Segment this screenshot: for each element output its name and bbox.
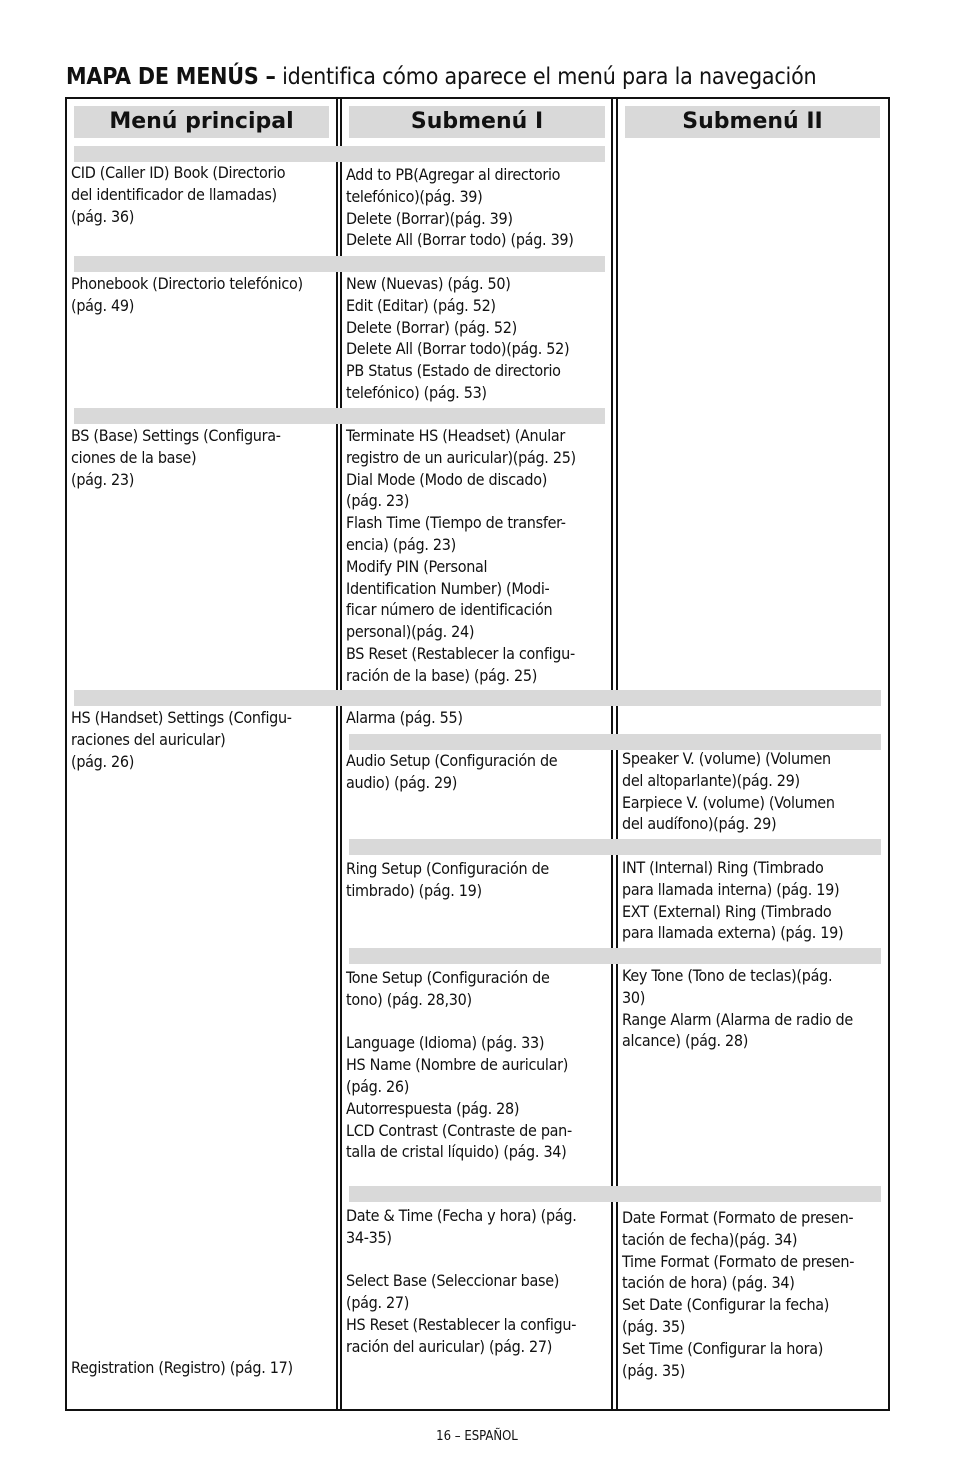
submenu1-cid: Add to PB(Agregar al directorio telefónico)(pág. 39) Delete (Borrar)(pág. 39) Delete All (Borrar todo) (pág. 39) — [346, 165, 574, 250]
column-divider — [340, 97, 342, 1411]
title-rest: identifica cómo aparece el menú para la navegación — [275, 64, 817, 90]
submenu1-audio-setup: Audio Setup (Configuración de audio) (pág. 29) — [346, 751, 558, 792]
main-item-registration: Registration (Registro) (pág. 17) — [71, 1358, 293, 1377]
title-bold: MAPA DE MENÚS – — [66, 64, 276, 90]
header-main-menu: Menú principal — [74, 106, 329, 138]
submenu2-tone: Key Tone (Tono de teclas)(pág. 30) Range Alarm (Alarma de radio de alcance) (pág. 28) — [622, 966, 853, 1051]
row-separator — [74, 408, 605, 424]
header-submenu-2: Submenú II — [625, 106, 880, 138]
main-item-phonebook: Phonebook (Directorio telefónico) (pág. 49) — [71, 274, 303, 315]
main-item-bs-settings: BS (Base) Settings (Configura- ciones de la base) (pág. 23) — [71, 426, 281, 489]
row-separator — [349, 948, 881, 964]
submenu1-phonebook: New (Nuevas) (pág. 50) Edit (Editar) (pág. 52) Delete (Borrar) (pág. 52) Delete All (Borrar todo)(pág. 52) PB Status (Estado de directorio telefónico) (pág. 53) — [346, 274, 570, 402]
column-divider — [336, 97, 338, 1411]
row-separator — [74, 256, 605, 272]
page-footer: 16 – ESPAÑOL — [436, 1429, 518, 1444]
row-separator — [74, 146, 605, 162]
page-title — [66, 64, 816, 90]
main-item-cid-book: CID (Caller ID) Book (Directorio del identificador de llamadas) (pág. 36) — [71, 163, 286, 226]
submenu2-date: Date Format (Formato de presen- tación de fecha)(pág. 34) Time Format (Formato de presen- tación de hora) (pág. 34) Set Date (Configurar la fecha) (pág. 35) Set Time (Configurar la hora) (pág. 35) — [622, 1208, 855, 1380]
submenu2-ring: INT (Internal) Ring (Timbrado para llamada interna) (pág. 19) EXT (External) Ring (Timbrado para llamada externa) (pág. 19) — [622, 858, 844, 943]
main-item-hs-settings: HS (Handset) Settings (Configu- raciones del auricular) (pág. 26) — [71, 708, 292, 771]
row-separator — [74, 690, 881, 706]
submenu1-bs: Terminate HS (Headset) (Anular registro de un auricular)(pág. 25) Dial Mode (Modo de discado) (pág. 23) Flash Time (Tiempo de transfer- encia) (pág. 23) Modify PIN (Personal Identification Number) (Modi- ficar número de identificación personal)(pág. 24) BS Reset (Restablecer la configu- ración de la base) (pág. 25) — [346, 426, 576, 685]
column-divider — [611, 97, 613, 1411]
submenu1-date-time: Date & Time (Fecha y hora) (pág. 34-35) Select Base (Seleccionar base) (pág. 27) HS Reset (Restablecer la configu- ración del auricular) (pág. 27) — [346, 1206, 577, 1356]
submenu2-audio: Speaker V. (volume) (Volumen del altoparlante)(pág. 29) Earpiece V. (volume) (Volumen del audífono)(pág. 29) — [622, 749, 835, 834]
submenu1-tone-setup: Tone Setup (Configuración de tono) (pág. 28,30) Language (Idioma) (pág. 33) HS Name (Nombre de auricular) (pág. 26) Autorrespuesta (pág. 28) LCD Contrast (Contraste de pan- talla de cristal líquido) (pág. 34) — [346, 968, 572, 1162]
row-separator — [349, 1186, 881, 1202]
header-submenu-1: Submenú I — [349, 106, 605, 138]
submenu1-alarma: Alarma (pág. 55) — [346, 708, 463, 727]
column-divider — [616, 97, 618, 1411]
row-separator — [349, 839, 881, 855]
submenu1-ring-setup: Ring Setup (Configuración de timbrado) (pág. 19) — [346, 859, 549, 900]
